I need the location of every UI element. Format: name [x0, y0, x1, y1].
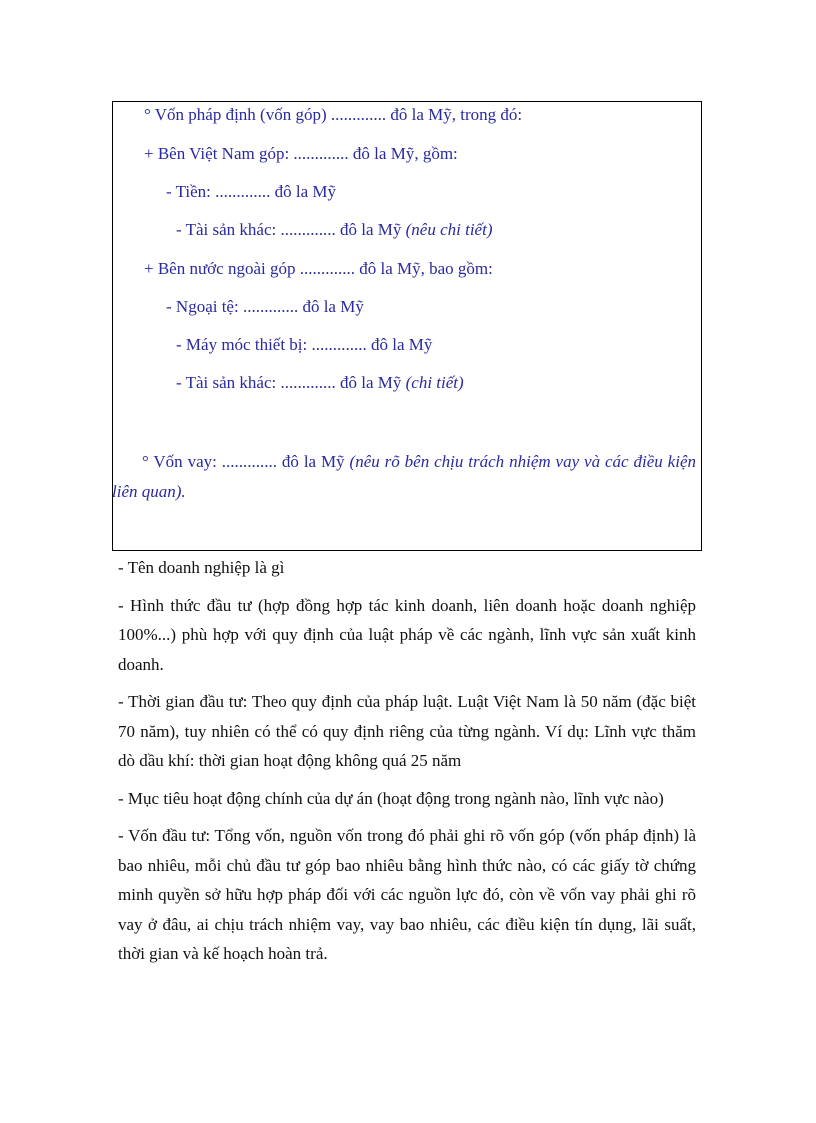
vn-other-assets-line: [176, 219, 492, 241]
body-text: [118, 553, 696, 977]
foreign-currency-line: - Ngoại tệ: ............. đô la Mỹ: [166, 297, 364, 316]
legal-capital-line: ° Vốn pháp định (vốn góp) ............. đô la Mỹ, trong đó:: [144, 105, 523, 124]
paragraph-investment-duration: - Thời gian đầu tư: Theo quy định của pháp luật. Luật Việt Nam là 50 năm (đặc biệt 70 năm), tuy nhiên có thể có quy định riêng của từng ngành. Ví dụ: Lĩnh vực thăm dò dầu khí: thời gian hoạt động không quá 25 năm: [118, 692, 696, 770]
foreign-other-assets-line: [176, 372, 464, 394]
machinery-line: - Máy móc thiết bị: ............. đô la Mỹ: [176, 335, 433, 354]
vietnam-side-line: + Bên Việt Nam góp: ............. đô la Mỹ, gồm:: [144, 144, 458, 163]
paragraph-investment-capital: - Vốn đầu tư: Tổng vốn, nguồn vốn trong đó phải ghi rõ vốn góp (vốn pháp định) là bao nhiêu, mỗi chủ đầu tư góp bao nhiêu bằng hình thức nào, có các giấy tờ chứng minh quyền sở hữu hợp pháp đối với các nguồn lực đó, còn về vốn vay phải ghi rõ vay ở đâu, ai chịu trách nhiệm vay, vay bao nhiêu, các điều kiện tín dụng, lãi suất, thời gian và kế hoạch hoàn trả.: [118, 826, 696, 963]
foreign-other-assets-note: (chi tiết): [405, 373, 464, 392]
foreign-side-line: + Bên nước ngoài góp ............. đô la Mỹ, bao gồm:: [144, 259, 493, 278]
paragraph-investment-form: - Hình thức đầu tư (hợp đồng hợp tác kinh doanh, liên doanh hoặc doanh nghiệp 100%...) phù hợp với quy định của luật pháp về các ngành, lĩnh vực sản xuất kinh doanh.: [118, 595, 696, 674]
cash-line: - Tiền: ............. đô la Mỹ: [166, 182, 337, 201]
paragraph-project-objective: - Mục tiêu hoạt động chính của dự án (hoạt động trong ngành nào, lĩnh vực nào): [118, 788, 664, 808]
loan-capital-line: [112, 447, 696, 507]
loan-capital-text: ° Vốn vay: ............. đô la Mỹ: [142, 452, 350, 471]
foreign-other-assets-text: - Tài sản khác: ............. đô la Mỹ: [176, 373, 406, 392]
paragraph-enterprise-name: - Tên doanh nghiệp là gì: [118, 558, 285, 577]
vn-other-assets-text: - Tài sản khác: ............. đô la Mỹ: [176, 220, 406, 239]
loan-capital-note: (nêu rõ bên chịu trách nhiệm vay và các điều kiện liên quan).: [112, 452, 696, 501]
vn-other-assets-note: (nêu chi tiết): [405, 220, 493, 239]
